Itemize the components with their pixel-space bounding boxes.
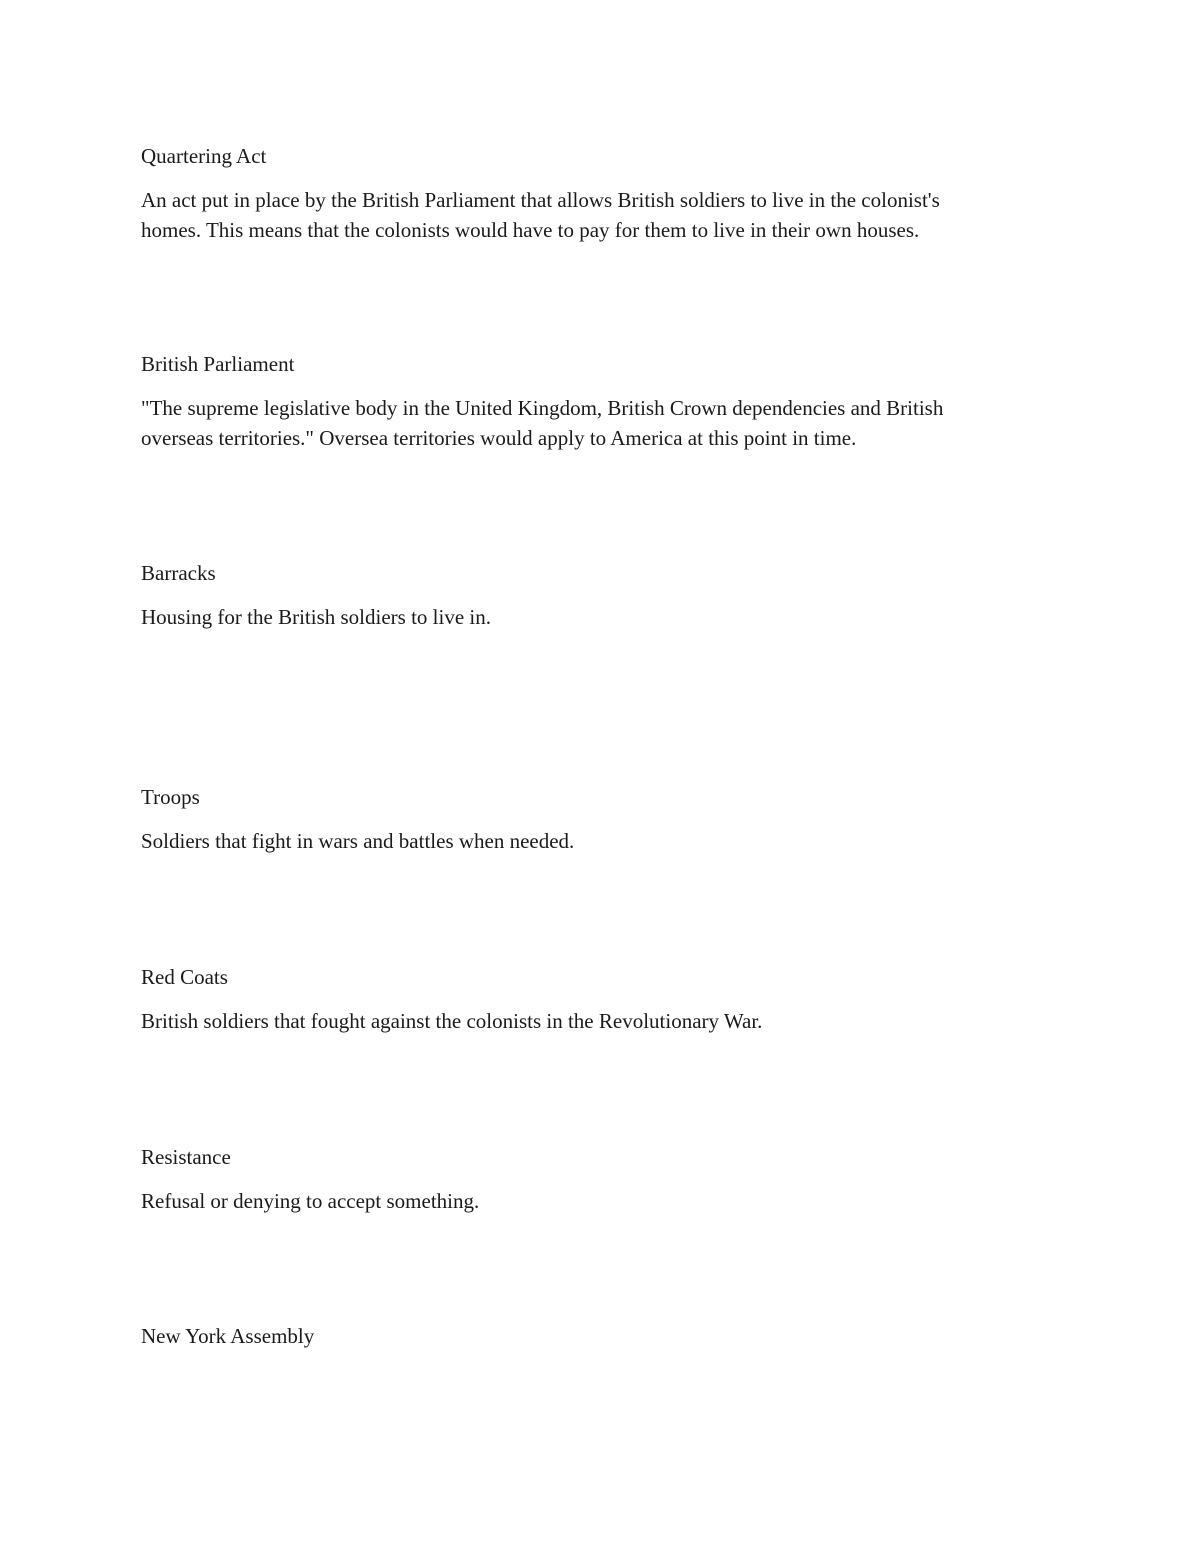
term-heading: Barracks xyxy=(141,561,216,585)
definition-line: An act put in place by the British Parliament that allows British soldiers to live in the colonist's xyxy=(141,188,940,212)
term-definition xyxy=(141,393,1061,453)
term-heading: Resistance xyxy=(141,1145,231,1169)
definition-line: Housing for the British soldiers to live in. xyxy=(141,605,491,629)
definition-line: Refusal or denying to accept something. xyxy=(141,1189,480,1213)
entry-troops xyxy=(141,782,1061,856)
term-heading: Troops xyxy=(141,785,200,809)
definition-line: "The supreme legislative body in the United Kingdom, British Crown dependencies and British xyxy=(141,396,944,420)
term-heading: Quartering Act xyxy=(141,144,267,168)
definition-line: overseas territories." Oversea territories would apply to America at this point in time. xyxy=(141,426,857,450)
term-definition xyxy=(141,1186,1061,1216)
entry-resistance xyxy=(141,1142,1061,1216)
entry-red-coats xyxy=(141,962,1061,1036)
entry-british-parliament xyxy=(141,349,1061,453)
term-heading: British Parliament xyxy=(141,352,295,376)
term-heading: New York Assembly xyxy=(141,1324,315,1348)
term-definition xyxy=(141,185,1061,245)
definition-line: homes. This means that the colonists would have to pay for them to live in their own houses. xyxy=(141,218,920,242)
term-definition xyxy=(141,1006,1061,1036)
term-definition xyxy=(141,602,1061,632)
entry-barracks xyxy=(141,558,1061,632)
term-definition xyxy=(141,826,1061,856)
definition-line: Soldiers that fight in wars and battles when needed. xyxy=(141,829,575,853)
definition-line: British soldiers that fought against the colonists in the Revolutionary War. xyxy=(141,1009,763,1033)
entry-quartering-act xyxy=(141,141,1061,245)
entry-new-york-assembly xyxy=(141,1321,1061,1351)
term-heading: Red Coats xyxy=(141,965,228,989)
